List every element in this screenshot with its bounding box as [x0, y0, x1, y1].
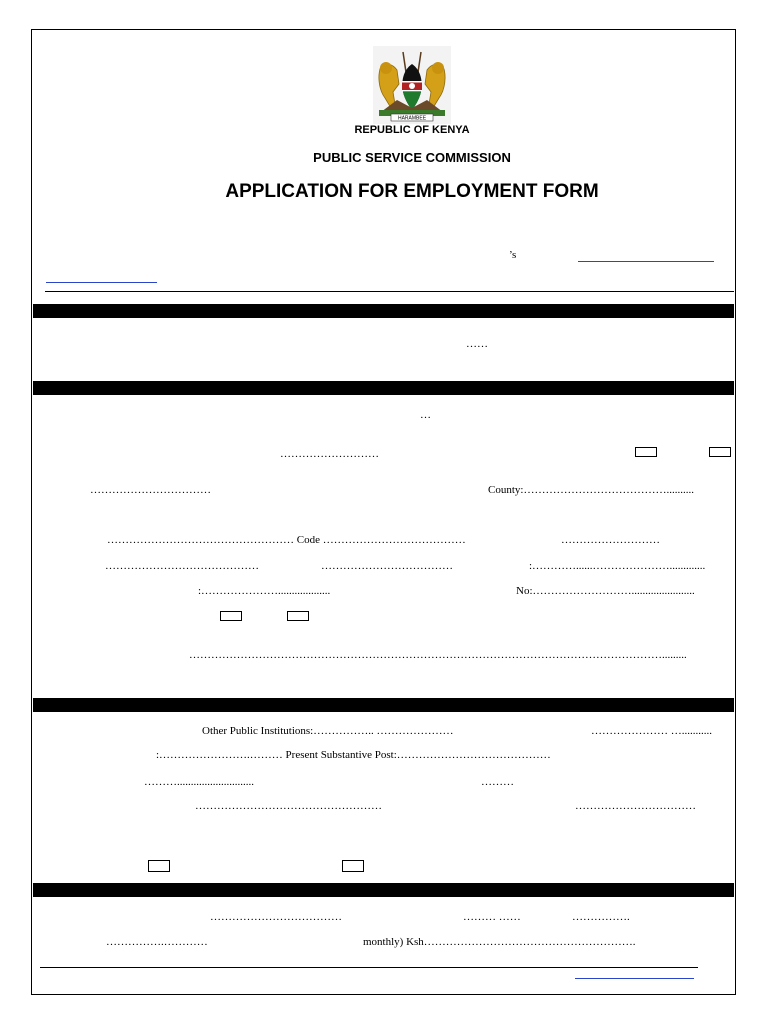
- hyperlink-underline-left[interactable]: [46, 282, 157, 283]
- checkbox-option-e[interactable]: [148, 860, 170, 872]
- section4-dots-d: …………….…………: [106, 936, 208, 948]
- section4-dots-b: ……… ……: [463, 911, 521, 923]
- section3-dots-row3-a: ………............................: [144, 776, 254, 788]
- commission-heading: PUBLIC SERVICE COMMISSION: [313, 150, 511, 165]
- section-bar-3: [33, 698, 734, 712]
- checkbox-option-c[interactable]: [220, 611, 242, 621]
- present-substantive-post-field: :…………………….……… Present Substantive Post:……………………………………: [156, 749, 551, 761]
- monthly-salary-field: monthly) Ksh………………………………………………….: [363, 936, 636, 948]
- section-bar-2: [33, 381, 734, 395]
- section4-dots-a: ………………………………: [210, 911, 342, 923]
- other-public-institutions-field: Other Public Institutions:…………….. …………………: [202, 725, 454, 737]
- section2-dots-name: ………………………: [280, 448, 379, 460]
- section3-dots-row3-b: ………: [481, 776, 514, 788]
- footer-divider: [40, 967, 698, 968]
- county-field: County:…………………………………..........: [488, 484, 694, 496]
- form-title: APPLICATION FOR EMPLOYMENT FORM: [225, 181, 599, 202]
- possessive-fragment: ’s: [509, 249, 517, 261]
- number-field: No:……………………….......................: [516, 585, 695, 597]
- section1-dots: ……: [466, 338, 488, 350]
- section2-dots-top: …: [420, 409, 431, 421]
- section2-dots-row2-c: :…………......………………….............: [529, 560, 706, 572]
- section-bar-1: [33, 304, 734, 318]
- section3-dots-row4-b: ……………………………: [575, 800, 696, 812]
- code-field: …………………………………………… Code …………………………………: [107, 534, 466, 546]
- country-heading: REPUBLIC OF KENYA: [354, 124, 470, 136]
- hyperlink-underline-right[interactable]: [578, 261, 714, 262]
- section2-dots-code-right: ………………………: [561, 534, 660, 546]
- section2-dots-row2-b: ………………………………: [321, 560, 453, 572]
- section2-dots-row3-a: :…………………...................: [198, 585, 331, 597]
- page-frame: [31, 29, 736, 995]
- checkbox-option-d[interactable]: [287, 611, 309, 621]
- header-divider: [45, 291, 734, 292]
- checkbox-option-f[interactable]: [342, 860, 364, 872]
- hyperlink-underline-footer[interactable]: [575, 978, 694, 979]
- section2-dots-long: ………………………………………………………………………………………………………………….........: [189, 649, 687, 661]
- kenya-coat-of-arms-icon: [373, 46, 451, 124]
- section-bar-4: [33, 883, 734, 897]
- section4-dots-c: …………….: [572, 911, 630, 923]
- checkbox-option-a[interactable]: [635, 447, 657, 457]
- checkbox-option-b[interactable]: [709, 447, 731, 457]
- section2-dots-left-1: ……………………………: [90, 484, 211, 496]
- section2-dots-row2-a: ……………………………………: [105, 560, 259, 572]
- section3-dots-right-1: ………………… …...........: [591, 725, 712, 737]
- svg-text:HARAMBEE: HARAMBEE: [397, 115, 427, 122]
- section3-dots-row4-a: ……………………………………………: [195, 800, 382, 812]
